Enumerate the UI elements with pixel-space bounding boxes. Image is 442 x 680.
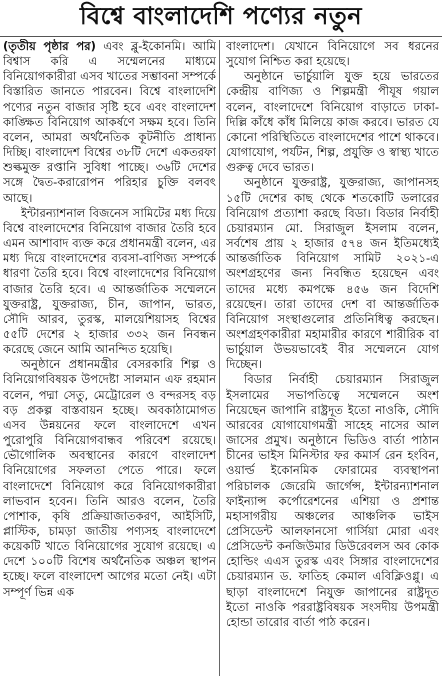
left-paragraph-1-text: এবং ব্লু-ইকোনমি। আমি বিশ্বাস করি এ সম্মেলনের মাধ্যমে বিনিয়োগকারীরা এসব খাতের সম্ভাবনা সম্পর্কে বিস্তারিত জানতে পারবেন। বিশ্বে বাংলাদেশি পণ্যের নতুন বাজার সৃষ্টি হবে এবং বাংলাদেশ কাঙ্ক্ষিত বিনিয়োগ আকর্ষণে সক্ষম হবে। তিনি বলেন, আমরা অর্থনৈতিক কূটনীতি প্রাধান্য দিচ্ছি। বাংলাদেশ বিশ্বের ৩৮টি দেশে একতরফা শুল্কমুক্ত রপ্তানি সুবিধা পাচ্ছে। ৩৬টি দেশের সঙ্গে দ্বৈত-করারোপন পরিহার চুক্তি বলবৎ আছে। [3, 39, 216, 205]
right-paragraph-3: অনুষ্ঠানে যুক্তরাষ্ট্র, যুক্তরাজ্য, জাপানসহ ১৫টি দেশের কাছ থেকে শতকোটি ডলারের বিনিয়োগ প্রত্যাশা করছে বিডা। বিডার নির্বাহী চেয়ারম্যান মো. সিরাজুল ইসলাম বলেন, সর্বশেষ প্রায় ২ হাজার ৫৭৪ জন ইতিমধ্যেই আন্তর্জাতিক বিনিয়োগ সামিট ২০২১-এ অংশগ্রহণের জন্য নিবন্ধিত হয়েছেন এবং তাদের মধ্যে কমপক্ষে ৪৫৬ জন বিদেশি রয়েছেন। তারা তাদের দেশ বা আন্তর্জাতিক বিনিয়োগ সংস্থাগুলোর প্রতিনিধিত্ব করছেন। অংশগ্রহণকারীরা মহামারীর কারণে শারীরিক বা ভার্চুয়াল উভয়ভাবেই বীর সম্মেলনে যোগ দিচ্ছেন। [226, 175, 439, 372]
continuation-reference: (তৃতীয় পৃষ্ঠার পর) [3, 39, 96, 53]
left-column [3, 39, 216, 675]
right-paragraph-4: বিডার নির্বাহী চেয়ারম্যান সিরাজুল ইসলামের সভাপতিত্বে সম্মেলনে অংশ নিয়েছেন জাপানি রাষ্ট্রদূত ইতো নাওকি, সৌদি আরবের যোগাযোগমন্ত্রী সাহেহ নাসের আল জাসের প্রমুখ। অনুষ্ঠানে ভিডিও বার্তা পাঠান চীনের ভাইস মিনিস্টার ফর কমার্স রেন হংবিন, ওয়ার্ল্ড ইকোনমিক ফোরামের ব্যবস্থাপনা পরিচালক জেরেমি জার্গেন্স, ইন্টারন্যাশনাল ফাইন্যান্স কর্পোরেশনের এশিয়া ও প্রশান্ত মহাসাগরীয় অঞ্চলের আঞ্চলিক ভাইস প্রেসিডেন্ট আলফানসো গার্সিয়া মোরা এবং প্রেসিডেন্ট কনজিউমার ডিউরেবলস অব কোক হোল্ডিং এএস তুরস্ক এবং সিঙ্গার বাংলাদেশের চেয়ারম্যান ড. ফাতিহ কেমাল এবিক্লিওগ্লু। এ ছাড়া বাংলাদেশে নিযুক্ত জাপানের রাষ্ট্রদূত ইতো নাওকি পররাষ্ট্রবিষয়ক সংসদীয় উপমন্ত্রী হোন্ডা তারোর বার্তা পাঠ করেন। [226, 372, 439, 629]
column-divider [219, 40, 220, 676]
article-headline: বিশ্বে বাংলাদেশি পণ্যের নতুন [0, 0, 442, 37]
left-paragraph-2: ইন্টারন্যাশনাল বিজনেস সামিটের মধ্য দিয়ে বিশ্বে বাংলাদেশের বিনিয়োগ বাজার তৈরি হবে এমন আশাবাদ ব্যক্ত করে প্রধানমন্ত্রী বলেন, এর মধ্য দিয়ে বাংলাদেশের ব্যবসা-বাণিজ্য সম্পর্কে ধারণা তৈরি হবে। বিশ্বে বাংলাদেশের বিনিয়োগ বাজার তৈরি হবে। এ আন্তর্জাতিক সম্মেলনে যুক্তরাষ্ট্র, যুক্তরাজ্য, চীন, জাপান, ভারত, সৌদি আরব, তুরস্ক, মালয়েশিয়াসহ বিশ্বের ৫৫টি দেশের ২ হাজার ৩৩২ জন নিবন্ধন করেছে জেনে আমি আনন্দিত হয়েছি। [3, 205, 216, 357]
right-paragraph-1: বাংলাদেশ। যেখানে বিনিয়োগে সব ধরনের সুযোগ নিশ্চিত করা হয়েছে। [226, 39, 439, 69]
right-paragraph-2: অনুষ্ঠানে ভার্চুয়ালি যুক্ত হয়ে ভারতের কেন্দ্রীয় বাণিজ্য ও শিল্পমন্ত্রী পীযূষ গয়াল বলেন, বাংলাদেশে বিনিয়োগ বাড়াতে ঢাকা-দিল্লি কাঁধে কাঁধ মিলিয়ে কাজ করবে। ভারত যে কোনো পরিস্থিতিতে বাংলাদেশের পাশে থাকবে। যোগাযোগ, পর্যটন, শিল্প, প্রযুক্তি ও স্বাস্থ্য খাতে গুরুত্ব দেবে ভারত। [226, 69, 439, 175]
left-paragraph-3: অনুষ্ঠানে প্রধানমন্ত্রীর বেসরকারি শিল্প ও বিনিয়োগবিষয়ক উপদেষ্টা সালমান এফ রহমান বলেন, পদ্মা সেতু, মেট্রোরেল ও বন্দরসহ বড় বড় প্রকল্প বাস্তবায়ন হচ্ছে। অবকাঠামোগত এসব উন্নয়নের ফলে বাংলাদেশে এখন পুরোপুরি বিনিয়োগবান্ধব পরিবেশ রয়েছে। ভৌগোলিক অবস্থানের কারণে বাংলাদেশ বিনিয়োগের সফলতা পেতে পারে। ফলে বাংলাদেশে বিনিয়োগ করে বিনিয়োগকারীরা লাভবান হবেন। তিনি আরও বলেন, তৈরি পোশাক, কৃষি প্রক্রিয়াজাতকরণ, আইসিটি, প্লাস্টিক, চামড়া জাতীয় পণ্যসহ বাংলাদেশে কয়েকটি খাতে বিনিয়োগের সুযোগ রয়েছে। এ দেশে ১০০টি বিশেষ অর্থনৈতিক অঞ্চল স্থাপন হচ্ছে। ফলে বাংলাদেশ আগের মতো নেই। এটা সম্পূর্ণ ভিন্ন এক [3, 357, 216, 599]
right-column [226, 39, 439, 675]
left-paragraph-1 [3, 39, 216, 206]
